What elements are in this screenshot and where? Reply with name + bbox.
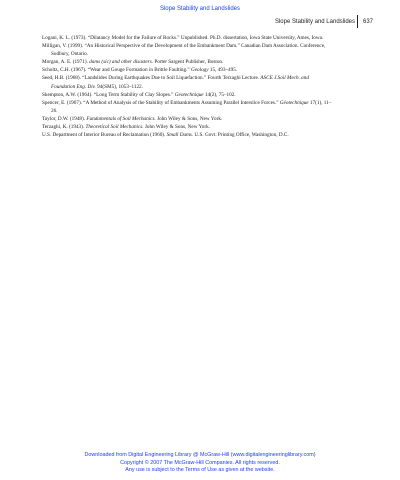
reference-entry: Milligan, V. (1999). “An Historical Perspective of the Development of the Embankment Dam.” Canadian Dam Association. Conference, Sudbury, Ontario.: [42, 43, 326, 58]
copyright-footer: [0, 452, 400, 475]
page-number: 637: [363, 19, 374, 25]
chapter-title-link[interactable]: Slope Stability and Landslides: [159, 6, 241, 12]
reference-list: [42, 34, 334, 139]
running-head: Slope Stability and Landslides: [274, 19, 355, 25]
header-divider: [357, 15, 358, 28]
reference-entry: Morgan, A. E. (1971). dams (sic) and other disasters. Porter Sargent Publisher, Boston.: [42, 59, 224, 66]
footer-download-line[interactable]: Downloaded from Digital Engineering Library @ McGraw-Hill (www.digitalengineeringlibrary.com): [84, 452, 316, 458]
reference-entry: U.S. Department of Interior Bureau of Reclamation (1960). Small Dams. U.S. Govt. Printing Office, Washington, D.C.: [42, 132, 289, 139]
reference-entry: Spencer, E. (1967). “A Method of Analysis of the Stability of Embankments Assuming Parallel Interslice Forces.” Géotechnique 17(1), 11–26.: [42, 99, 332, 114]
reference-entry: Seed, H.B. (1968). “Landslides During Earthquakes Due to Soil Liquefaction.” Fourth Terzaghi Lecture. ASCE J.Soil Mech. and Foundation Eng. Div. 94(SM5), 1053–1122.: [42, 75, 309, 90]
reference-entry: Taylor, D.W. (1948). Fundamentals of Soil Mechanics. John Wiley & Sons, New York.: [42, 115, 223, 122]
reference-entry: Logani, K. L. (1973). “Dilatancy Model for the Failure of Rocks.” Unpublished. Ph.D. dissertation, Iowa State University, Ames, Iowa.: [42, 35, 324, 41]
footer-copyright-line: Copyright © 2007 The McGraw-Hill Companies. All rights reserved.: [120, 459, 280, 466]
footer-terms-line[interactable]: Any use is subject to the Terms of Use as given at the website.: [125, 467, 275, 474]
reference-entry: Skempton, A.W. (1964). “Long Term Stability of Clay Slopes.” Geotechnique 14(2), 75–102.: [42, 91, 236, 98]
reference-entry: Scholtz, C.H. (1967). “Wear and Gouge Formation in Brittle Faulting.” Geology 15, 493–495.: [42, 67, 238, 74]
reference-entry: Terzaghi, K. (1943). Theoretical Soil Mechanics. John Wiley & Sons, New York.: [42, 124, 211, 131]
